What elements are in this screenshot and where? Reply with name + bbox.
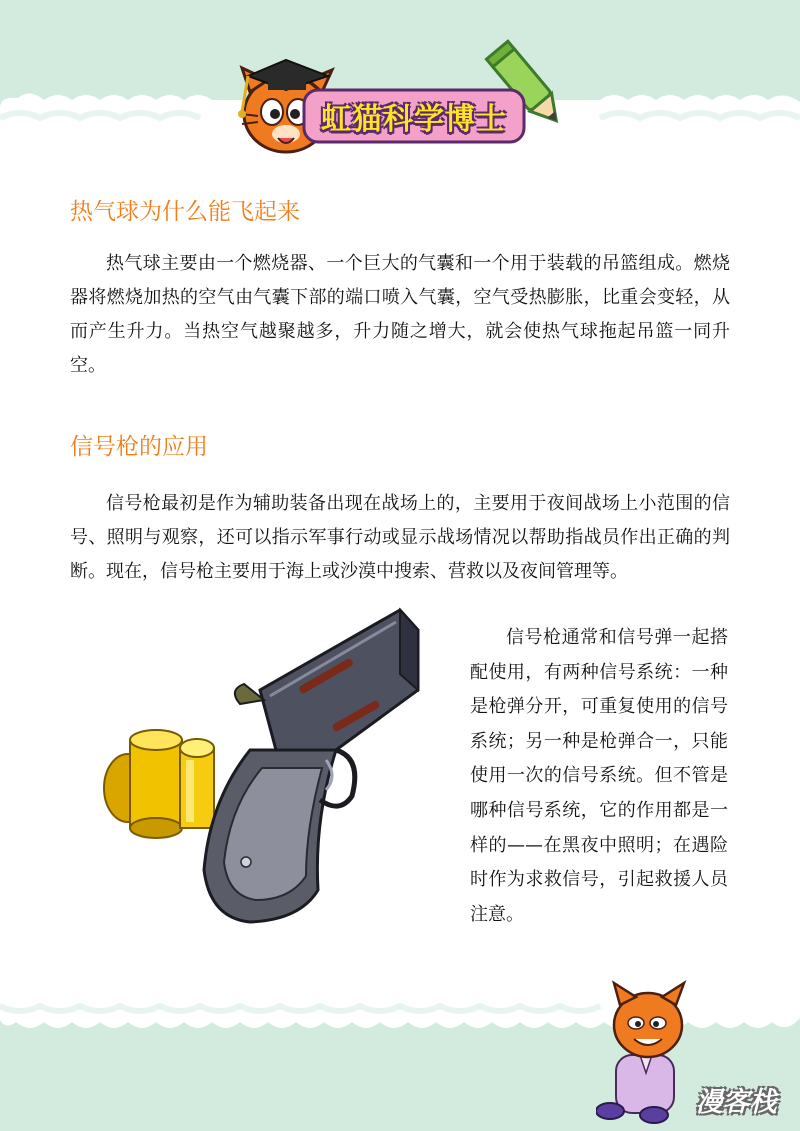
flare-gun-illustration [100, 600, 460, 950]
watermark-logo: 漫客栈 [695, 1086, 777, 1118]
section-paragraph: 信号枪通常和信号弹一起搭配使用，有两种信号系统：一种是枪弹分开，可重复使用的信号系统；另一种是枪弹合一，只能使用一次的信号系统。但不管是哪种信号系统，它的作用都是一样的——在黑夜中照明；在遇险时作为求救信号，引起救援人员注意。 [470, 627, 728, 925]
section-title-hot-air-balloon: 热气球为什么能飞起来 [70, 199, 300, 225]
section-paragraph: 信号枪最初是作为辅助装备出现在战场上的，主要用于夜间战场上小范围的信号、照明与观察，还可以指示军事行动或显示战场情况以帮助指战员作出正确的判断。现在，信号枪主要用于海上或沙漠中搜索、营救以及夜间管理等。 [70, 493, 730, 582]
section-paragraph: 热气球主要由一个燃烧器、一个巨大的气囊和一个用于装载的吊篮组成。燃烧器将燃烧加热的空气由气囊下部的端口喷入气囊，空气受热膨胀，比重会变轻，从而产生升力。当热空气越聚越多，升力随之增大，就会使热气球拖起吊篮一同升空。 [70, 253, 730, 376]
section-title-flare-gun: 信号枪的应用 [70, 434, 208, 460]
logo-title: 虹猫科学博士 [321, 102, 507, 137]
